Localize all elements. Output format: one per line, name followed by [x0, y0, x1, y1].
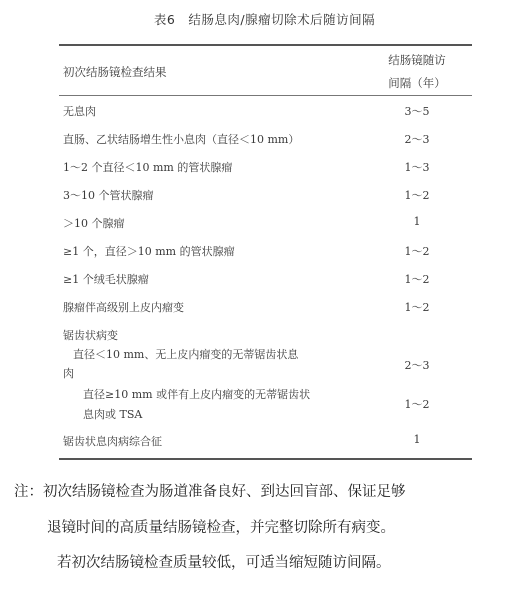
- table-header-rule: [59, 95, 472, 96]
- row-finding: ≥1 个，直径＞10 mm 的管状腺瘤: [63, 245, 235, 258]
- row-interval: 1～3: [404, 161, 430, 174]
- row-finding: 1～2 个直径＜10 mm 的管状腺瘤: [63, 161, 233, 174]
- footnote-line2: 退镜时间的高质量结肠镜检查，并完整切除所有病变。: [47, 520, 395, 536]
- footnote-line3: 若初次结肠镜检查质量较低，可适当缩短随访间隔。: [57, 555, 391, 571]
- table-title: 表6 结肠息肉/腺瘤切除术后随访间隔: [153, 12, 376, 27]
- row-interval: 1～2: [404, 245, 430, 258]
- serrated-sub1-line2: 肉: [63, 367, 74, 380]
- row-finding: 锯齿状息肉病综合征: [63, 435, 162, 448]
- row-interval: 1～2: [404, 189, 430, 202]
- row-interval: 3～5: [404, 105, 430, 118]
- row-interval: 1～2: [404, 273, 430, 286]
- table-top-rule: [59, 44, 472, 46]
- serrated-sub2-interval: 1～2: [404, 398, 430, 411]
- header-interval-line1: 结肠镜随访: [388, 53, 446, 67]
- table-bottom-rule: [59, 458, 472, 460]
- row-finding: 直肠、乙状结肠增生性小息肉（直径＜10 mm）: [63, 133, 300, 146]
- row-interval: 1～2: [404, 301, 430, 314]
- footnote-line1: 注：初次结肠镜检查为肠道准备良好、到达回盲部、保证足够: [14, 484, 406, 500]
- row-interval: 2～3: [404, 133, 430, 146]
- row-finding: 无息肉: [63, 105, 96, 118]
- row-finding: ＞10 个腺瘤: [63, 217, 125, 230]
- serrated-sub2-line2: 息肉或 TSA: [83, 408, 143, 421]
- serrated-sub1-interval: 2～3: [404, 359, 430, 372]
- serrated-heading: 锯齿状病变: [63, 329, 118, 342]
- row-finding: 3～10 个管状腺瘤: [63, 189, 154, 202]
- row-finding: 腺瘤伴高级别上皮内瘤变: [63, 301, 184, 314]
- header-finding: 初次结肠镜检查结果: [63, 65, 167, 79]
- row-interval: 1: [413, 215, 421, 228]
- row-interval: 1: [413, 433, 421, 446]
- header-interval-line2: 间隔（年）: [388, 76, 446, 90]
- serrated-sub1-line1: 直径＜10 mm、无上皮内瘤变的无蒂锯齿状息: [73, 348, 299, 361]
- serrated-sub2-line1: 直径≥10 mm 或伴有上皮内瘤变的无蒂锯齿状: [83, 388, 311, 401]
- row-finding: ≥1 个绒毛状腺瘤: [63, 273, 149, 286]
